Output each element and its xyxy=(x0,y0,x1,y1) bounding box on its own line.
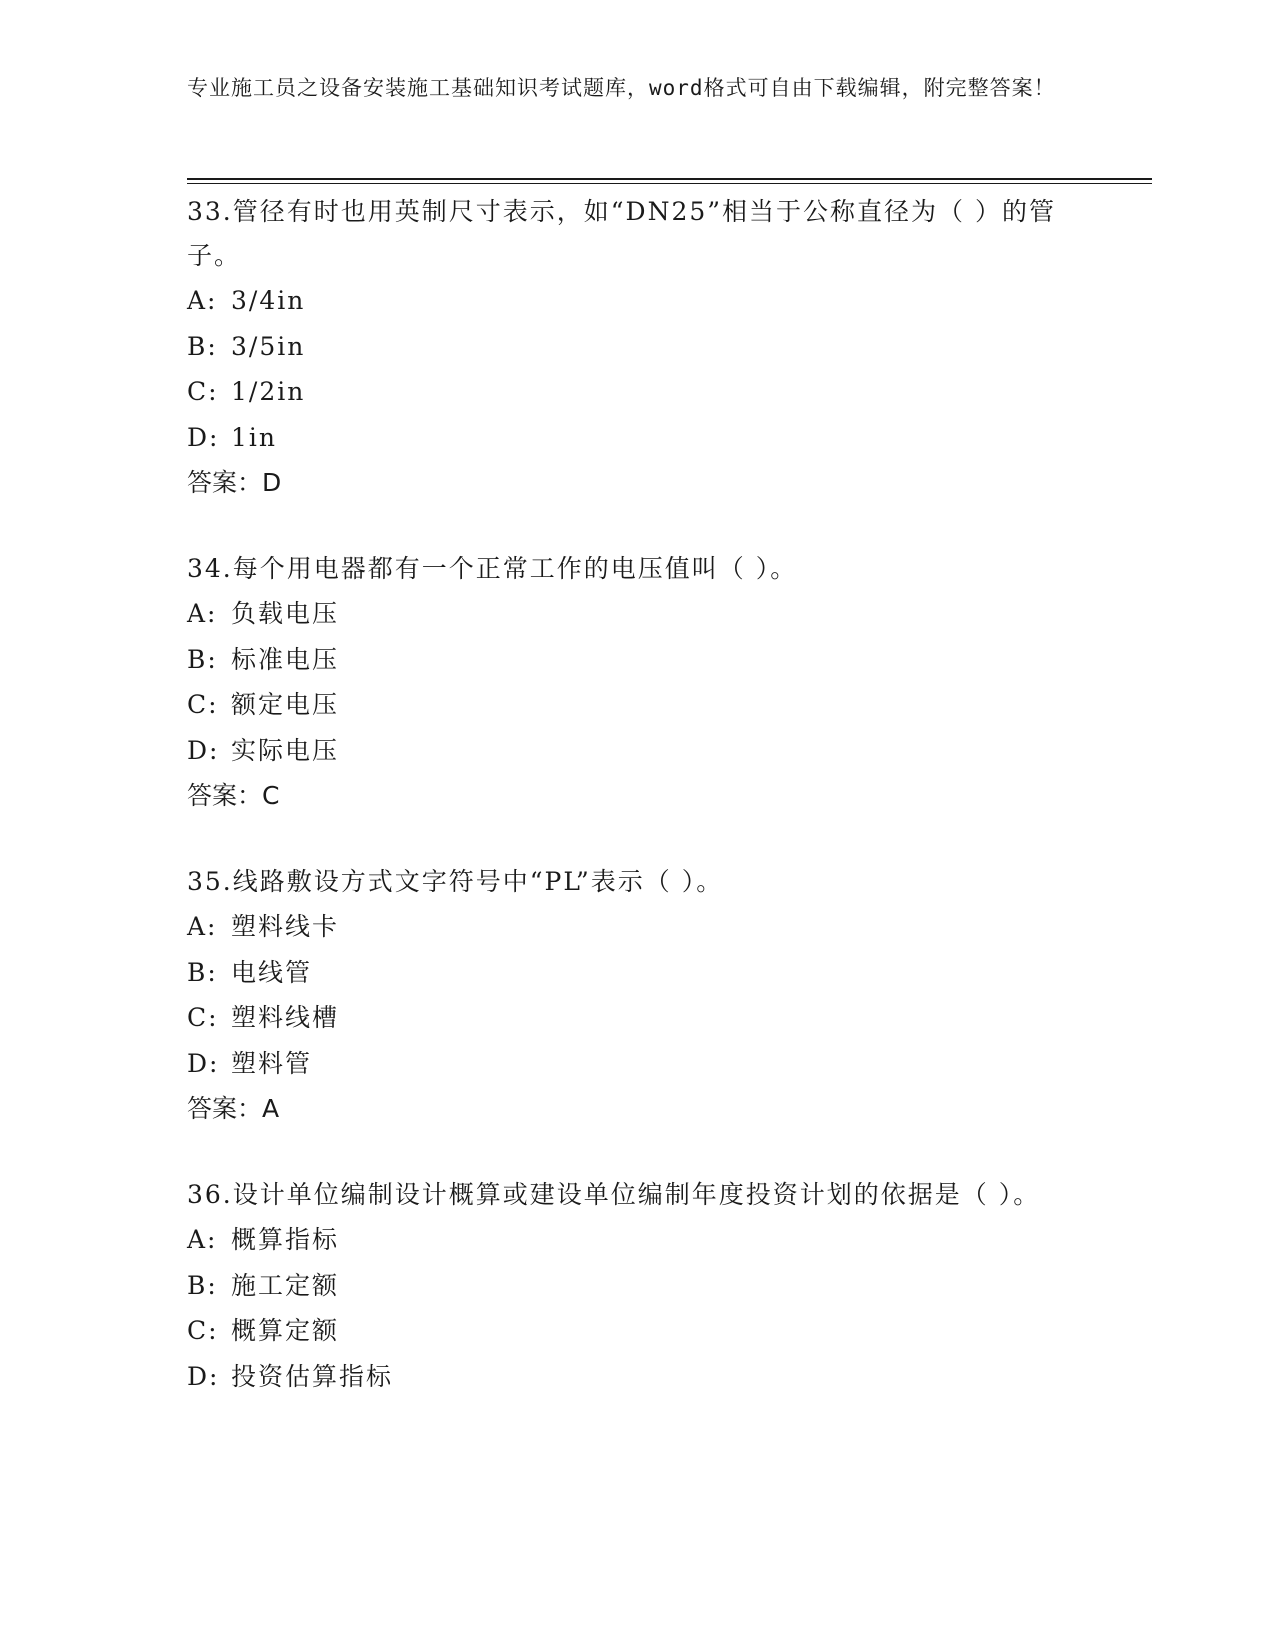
option-letter: A: xyxy=(187,1225,218,1254)
option-c xyxy=(187,682,1087,728)
option-text: 1in xyxy=(231,422,278,452)
option-text: 塑料线卡 xyxy=(231,912,340,941)
option-text: 额定电压 xyxy=(231,690,340,719)
option-text: 3/5in xyxy=(231,331,306,361)
question-36 xyxy=(187,1173,1087,1399)
option-letter: B: xyxy=(187,644,218,674)
option-letter: C: xyxy=(187,377,219,406)
option-text: 概算指标 xyxy=(231,1225,340,1254)
header-divider-thin xyxy=(187,183,1152,184)
option-letter: C: xyxy=(187,1316,219,1345)
option-letter: D: xyxy=(187,422,220,452)
answer-line: 答案：C xyxy=(187,781,280,810)
option-d xyxy=(187,415,1087,461)
question-stem: 35.线路敷设方式文字符号中“PL”表示（ ）。 xyxy=(187,867,724,896)
question-stem: 34.每个用电器都有一个正常工作的电压值叫（ ）。 xyxy=(187,554,798,583)
option-c xyxy=(187,369,1087,415)
option-letter: D: xyxy=(187,735,220,765)
option-letter: D: xyxy=(187,1048,220,1078)
option-d xyxy=(187,1354,1087,1400)
option-d xyxy=(187,1041,1087,1087)
header-divider-thick xyxy=(187,178,1152,180)
option-text: 1/2in xyxy=(231,377,306,406)
option-c xyxy=(187,1308,1087,1354)
option-text: 电线管 xyxy=(231,957,313,987)
option-b xyxy=(187,324,1087,370)
option-letter: B: xyxy=(187,1270,218,1300)
option-letter: A: xyxy=(187,912,218,941)
question-35 xyxy=(187,860,1087,1131)
option-text: 塑料管 xyxy=(231,1048,313,1078)
question-stem: 33.管径有时也用英制尺寸表示，如“DN25”相当于公称直径为（ ）的管子。 xyxy=(187,197,1056,270)
question-34 xyxy=(187,547,1087,818)
option-text: 塑料线槽 xyxy=(231,1003,340,1032)
option-letter: C: xyxy=(187,1003,219,1032)
answer-line: 答案：D xyxy=(187,468,282,497)
option-letter: A: xyxy=(187,286,218,315)
option-a xyxy=(187,278,1087,324)
option-b xyxy=(187,950,1087,996)
option-text: 概算定额 xyxy=(231,1316,340,1345)
option-letter: B: xyxy=(187,957,218,987)
document-header: 专业施工员之设备安装施工基础知识考试题库，word格式可自由下载编辑，附完整答案！ xyxy=(187,76,1056,100)
option-b xyxy=(187,637,1087,683)
question-list xyxy=(187,190,1087,1441)
option-text: 负载电压 xyxy=(231,599,340,628)
option-a xyxy=(187,591,1087,637)
option-text: 施工定额 xyxy=(231,1270,340,1300)
option-letter: A: xyxy=(187,599,218,628)
option-b xyxy=(187,1263,1087,1309)
option-a xyxy=(187,904,1087,950)
option-text: 实际电压 xyxy=(231,735,340,765)
option-c xyxy=(187,995,1087,1041)
option-text: 3/4in xyxy=(231,286,306,315)
answer-line: 答案：A xyxy=(187,1094,280,1123)
question-stem: 36.设计单位编制设计概算或建设单位编制年度投资计划的依据是（ ）。 xyxy=(187,1180,1041,1209)
option-d xyxy=(187,728,1087,774)
option-a xyxy=(187,1217,1087,1263)
option-letter: C: xyxy=(187,690,219,719)
question-33 xyxy=(187,190,1087,505)
option-text: 标准电压 xyxy=(231,644,340,674)
option-text: 投资估算指标 xyxy=(231,1361,394,1391)
option-letter: D: xyxy=(187,1361,220,1391)
option-letter: B: xyxy=(187,331,218,361)
